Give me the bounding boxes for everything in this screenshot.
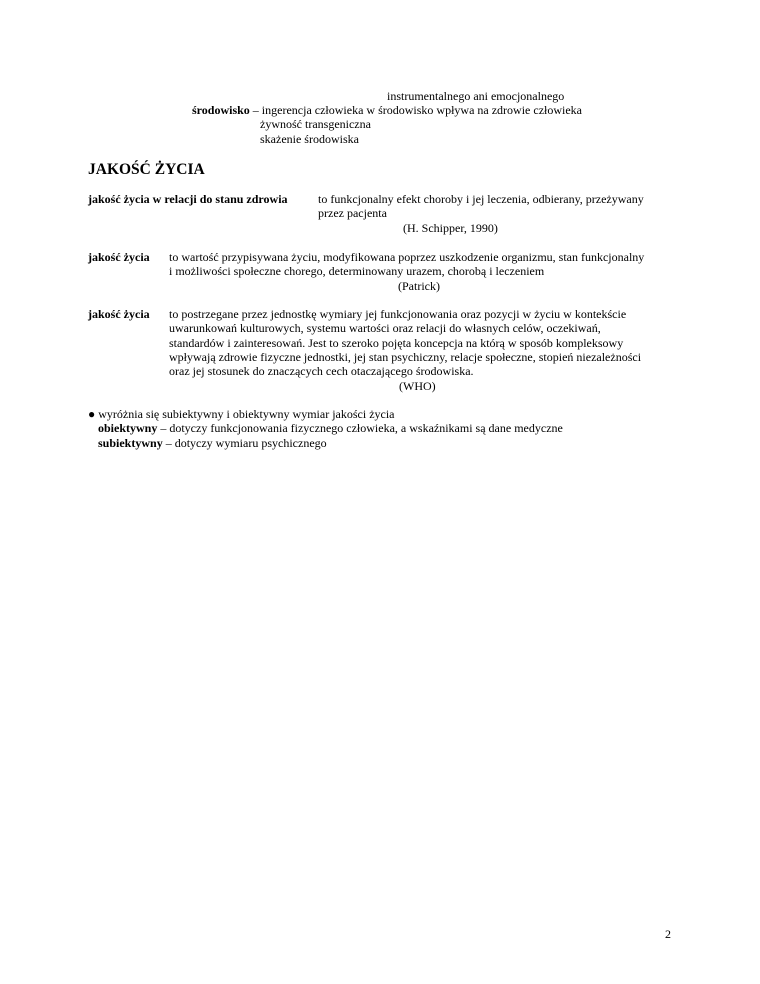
objective-definition: – dotyczy funkcjonowania fizycznego człowieka, a wskaźnikami są dane medyczne xyxy=(157,421,563,435)
bullet-text: wyróżnia się subiektywny i obiektywny wymiar jakości życia xyxy=(95,407,395,421)
bullet-icon: ● xyxy=(88,407,96,421)
definition-line: wpływają zdrowie fizyczne jednostki, jej stan psychiczny, relacje społeczne, stopień niezależności xyxy=(169,350,642,364)
bullet-item xyxy=(88,407,395,421)
definition-source: (WHO) xyxy=(399,379,436,393)
objective-line xyxy=(98,421,563,435)
objective-term: obiektywny xyxy=(98,421,158,435)
definition-term-text: jakość życia xyxy=(88,307,150,321)
environment-sub-item: żywność transgeniczna xyxy=(260,117,371,131)
environment-definition: – ingerencja człowieka w środowisko wpływa na zdrowie człowieka xyxy=(249,103,583,117)
definition-line: standardów i zainteresowań. Jest to szeroko pojęta koncepcja na którą w sposób kompleksowy xyxy=(169,336,624,350)
environment-term: środowisko xyxy=(192,103,250,117)
subjective-definition: – dotyczy wymiaru psychicznego xyxy=(162,436,327,450)
section-title: JAKOŚĆ ŻYCIA xyxy=(88,161,205,178)
environment-line xyxy=(192,103,582,117)
page-number: 2 xyxy=(665,927,671,941)
subjective-line xyxy=(98,436,327,450)
definition-line: przez pacjenta xyxy=(318,206,387,220)
definition-line: to wartość przypisywana życiu, modyfikowana poprzez uszkodzenie organizmu, stan funkcjonalny xyxy=(169,250,645,264)
definition-term xyxy=(88,307,150,321)
definition-line: i możliwości społeczne chorego, determinowany urazem, chorobą i leczeniem xyxy=(169,264,545,278)
definition-term xyxy=(88,192,288,206)
subjective-term: subiektywny xyxy=(98,436,163,450)
definition-term-text: jakość życia xyxy=(88,250,150,264)
environment-sub-item: skażenie środowiska xyxy=(260,132,359,146)
definition-source: (Patrick) xyxy=(398,279,440,293)
definition-line: oraz jej stosunek do znaczących cech otaczającego środowiska. xyxy=(169,364,474,378)
definition-term xyxy=(88,250,150,264)
definition-term-text: jakość życia w relacji do stanu zdrowia xyxy=(88,192,288,206)
definition-line: to postrzegane przez jednostkę wymiary jej funkcjonowania oraz pozycji w życiu w kontekście xyxy=(169,307,627,321)
continuation-line: instrumentalnego ani emocjonalnego xyxy=(387,89,565,103)
definition-line: to funkcjonalny efekt choroby i jej leczenia, odbierany, przeżywany xyxy=(318,192,644,206)
definition-line: uwarunkowań kulturowych, systemu wartości oraz relacji do własnych celów, oczekiwań, xyxy=(169,321,601,335)
definition-source: (H. Schipper, 1990) xyxy=(403,221,498,235)
